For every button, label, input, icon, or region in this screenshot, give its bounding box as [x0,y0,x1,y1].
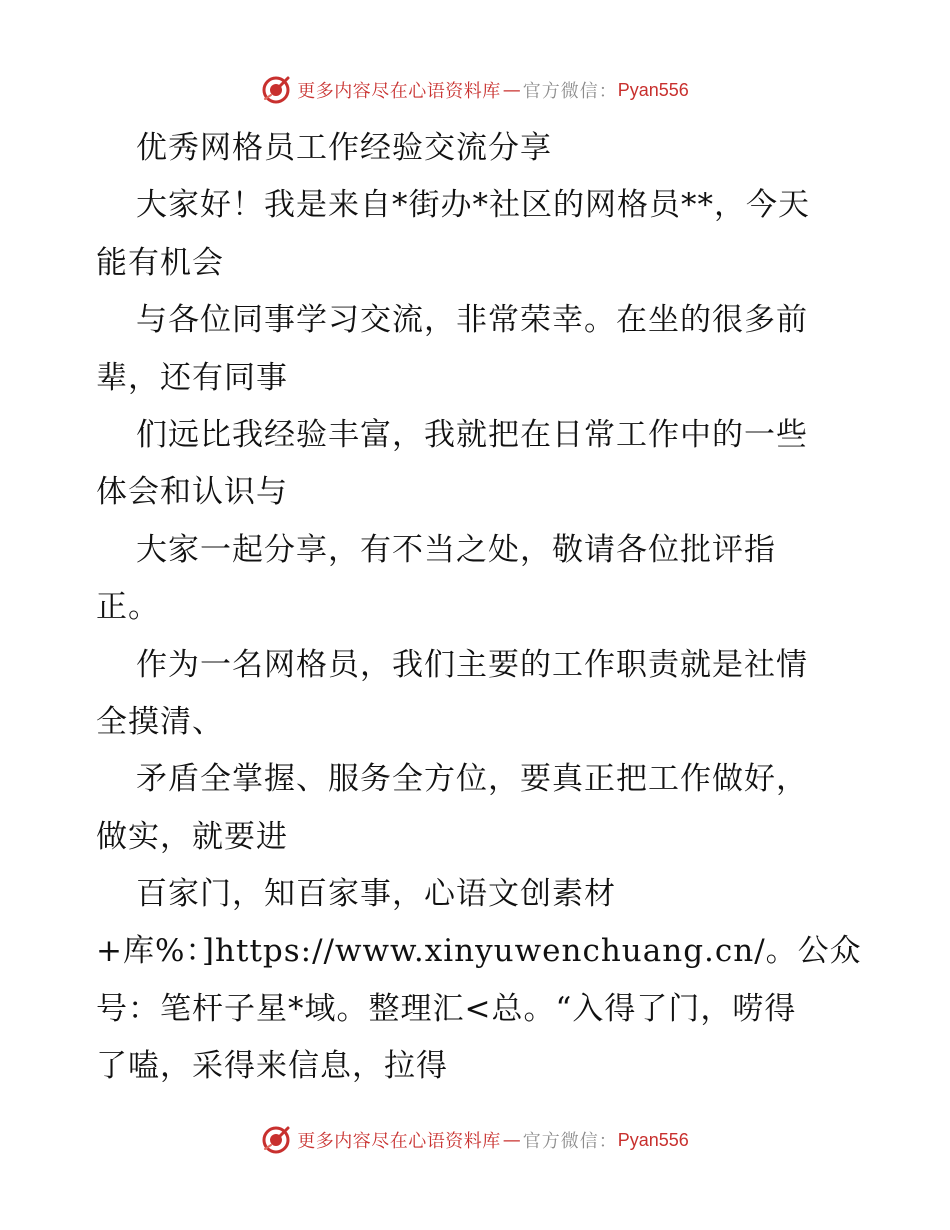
text-line: 百家门，知百家事，心语文创素材 [136,876,616,913]
watermark-dash: — [502,79,521,101]
watermark-wechat-id: Pyan556 [617,79,689,100]
text-line: 与各位同事学习交流，非常荣幸。在坐的很多前 [136,302,808,339]
watermark-wechat-label: 官方微信： [522,1131,618,1152]
watermark-main-text: 更多内容尽在心语资料库 [297,81,501,102]
text-line: 辈，还有同事 [96,359,288,396]
watermark-dash: — [502,1129,521,1151]
pen-logo-icon [261,75,291,105]
footer-watermark [0,1120,950,1160]
text-line: 了嗑，采得来信息，拉得 [96,1048,448,1085]
text-line: 号：笔杆子星*域。整理汇<总。“入得了门，唠得 [96,990,797,1027]
watermark-wechat-label: 官方微信： [522,81,618,102]
text-line: 们远比我经验丰富，我就把在日常工作中的一些 [136,416,808,453]
text-line: 能有机会 [96,244,224,281]
text-line: 体会和认识与 [96,474,288,511]
text-line: 做实，就要进 [96,818,288,855]
text-line: 作为一名网格员，我们主要的工作职责就是社情 [136,646,808,683]
text-line: 正。 [96,589,160,626]
document-title: 优秀网格员工作经验交流分享 [136,130,552,166]
text-line: 全摸清、 [96,703,224,740]
header-watermark [0,70,950,110]
text-line: 大家好！我是来自*街办*社区的网格员**，今天 [136,187,810,224]
text-line: 矛盾全掌握、服务全方位，要真正把工作做好， [136,761,808,798]
pen-logo-icon [261,1125,291,1155]
text-line: +库%：]https://www.xinyuwenchuang.cn/。公众 [96,933,862,970]
document-body [96,120,862,1096]
text-line: 大家一起分享，有不当之处，敬请各位批评指 [136,531,776,568]
watermark-main-text: 更多内容尽在心语资料库 [297,1131,501,1152]
watermark-wechat-id: Pyan556 [617,1129,689,1150]
